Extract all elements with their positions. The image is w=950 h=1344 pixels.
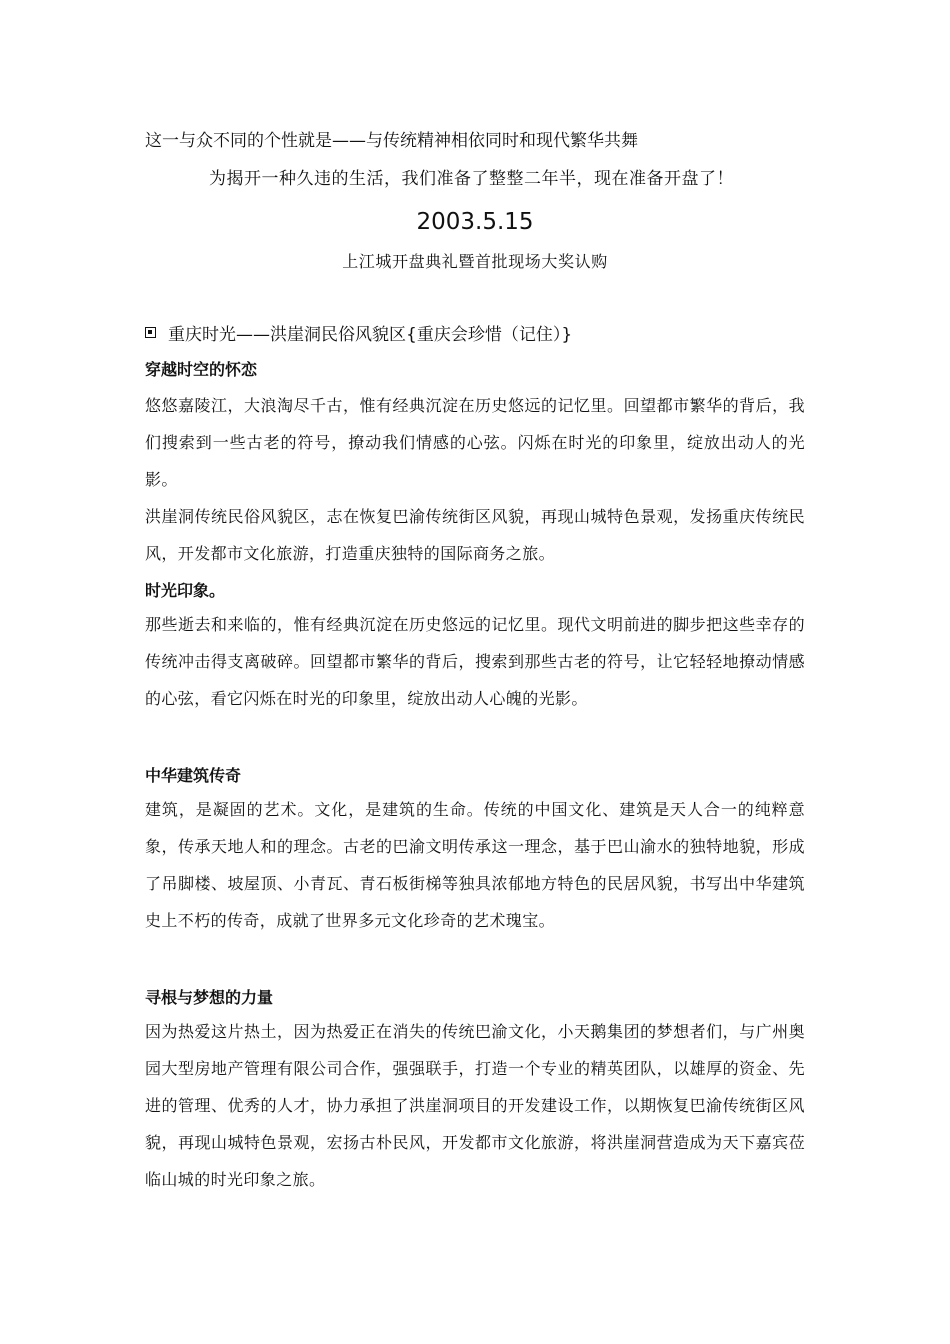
heading-architecture: 中华建筑传奇 xyxy=(145,766,242,785)
section-title-text: 重庆时光——洪崖洞民俗风貌区{重庆会珍惜（记住）} xyxy=(168,325,573,345)
intro-line-2: 为揭开一种久违的生活，我们准备了整整二年半，现在准备开盘了！ xyxy=(209,169,734,189)
paragraph-architecture: 建筑，是凝固的艺术。文化，是建筑的生命。传统的中国文化、建筑是天人合一的纯粹意象，传承天地人和的理念。古老的巴渝文明传承这一理念，基于巴山渝水的独特地貌，形成了吊脚楼、坡屋顶、小青瓦、青石板街梯等独具浓郁地方特色的民居风貌，书写出中华建筑史上不朽的传奇，成就了世界多元文化珍奇的艺术瑰宝。 xyxy=(145,800,805,930)
paragraph-nostalgia-1: 悠悠嘉陵江，大浪淘尽千古，惟有经典沉淀在历史悠远的记忆里。回望都市繁华的背后，我们搜索到一些古老的符号，撩动我们情感的心弦。闪烁在时光的印象里，绽放出动人的光影。 xyxy=(145,396,805,489)
section-title xyxy=(145,320,572,345)
heading-time-impression: 时光印象。 xyxy=(145,581,226,600)
event-date: 2003.5.15 xyxy=(416,209,534,235)
paragraph-time-impression: 那些逝去和来临的，惟有经典沉淀在历史悠远的记忆里。现代文明前进的脚步把这些幸存的传统冲击得支离破碎。回望都市繁华的背后，搜索到那些古老的符号，让它轻轻地撩动情感的心弦，看它闪烁在时光的印象里，绽放出动人心魄的光影。 xyxy=(145,615,805,708)
square-bullet-icon xyxy=(145,327,156,338)
heading-nostalgia: 穿越时空的怀恋 xyxy=(145,360,258,379)
heading-dream: 寻根与梦想的力量 xyxy=(145,988,274,1007)
paragraph-dream: 因为热爱这片热土，因为热爱正在消失的传统巴渝文化，小天鹅集团的梦想者们，与广州奥园大型房地产管理有限公司合作，强强联手，打造一个专业的精英团队，以雄厚的资金、先进的管理、优秀的人才，协力承担了洪崖洞项目的开发建设工作，以期恢复巴渝传统街区风貌，再现山城特色景观，宏扬古朴民风，开发都市文化旅游，将洪崖洞营造成为天下嘉宾莅临山城的时光印象之旅。 xyxy=(145,1022,805,1189)
paragraph-nostalgia-2: 洪崖洞传统民俗风貌区，志在恢复巴渝传统街区风貌，再现山城特色景观，发扬重庆传统民风，开发都市文化旅游，打造重庆独特的国际商务之旅。 xyxy=(145,507,805,563)
intro-line-1: 这一与众不同的个性就是——与传统精神相依同时和现代繁华共舞 xyxy=(145,131,638,151)
event-title: 上江城开盘典礼暨首批现场大奖认购 xyxy=(342,252,608,271)
